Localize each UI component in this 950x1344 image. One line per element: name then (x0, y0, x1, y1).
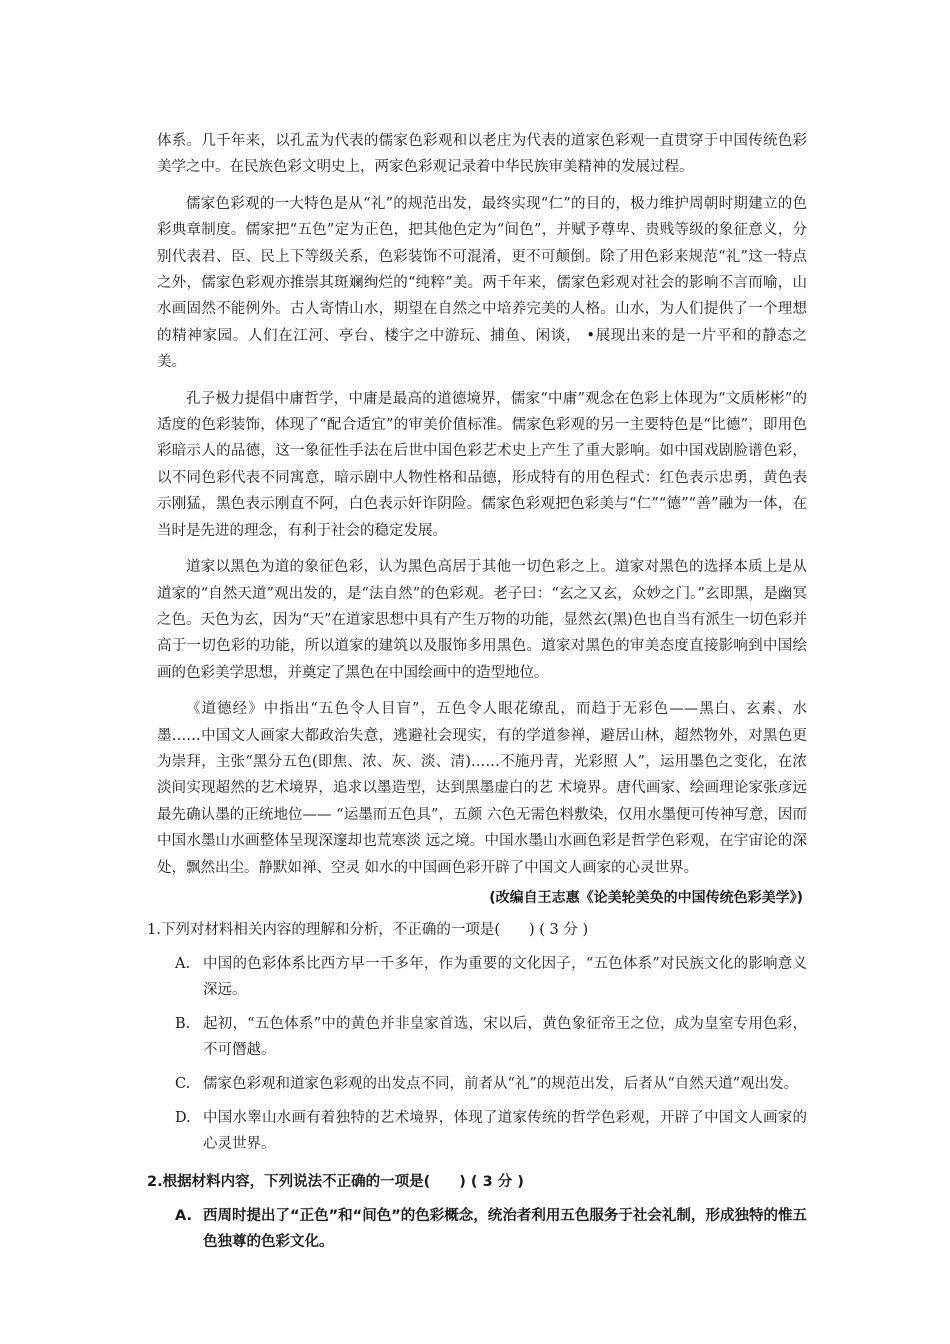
question-1-stem: 1.下列对材料相关内容的理解和分析，不正确的一项是( ) ( 3 分 ) (147, 921, 589, 938)
document-page (147, 128, 807, 1255)
option-key: B. (175, 1015, 191, 1032)
option-key: C. (175, 1075, 191, 1092)
question-1-option-c (175, 1071, 807, 1097)
option-text: 中国的色彩体系比西方早一千多年，作为重要的文化因子，“五色体系”对民族文化的影响意义深远。 (203, 955, 807, 998)
question-1-option-b (175, 1011, 807, 1063)
option-key: D. (175, 1109, 191, 1126)
option-key: A. (175, 955, 191, 972)
option-text: 儒家色彩观和道家色彩观的出发点不同，前者从“礼”的规范出发，后者从“自然天道”观出发。 (203, 1075, 799, 1092)
paragraph-4: 道家以黑色为道的象征色彩，认为黑色高居于其他一切色彩之上。道家对黑色的选择本质上是从道家的“自然天道”观出发的，是“法自然”的色彩观。老子曰：“玄之又玄，众妙之门。”玄即黑，是幽冥之色。天色为玄，因为“天”在道家思想中具有产生万物的功能，显然玄(黑)色也自当有派生一切色彩并高于一切色彩的功能，所以道家的建筑以及服饰多用黑色。道家对黑色的审美态度直接影响到中国绘画的色彩美学思想，并奠定了黑色在中国绘画中的造型地位。 (157, 559, 807, 681)
paragraph-1: 体系。几千年来，以孔孟为代表的儒家色彩观和以老庄为代表的道家色彩观一直贯穿于中国传统色彩美学之中。在民族色彩文明史上，两家色彩观记录着中华民族审美精神的发展过程。 (157, 133, 807, 176)
question-2-stem: 2.根据材料内容，下列说法不正确的一项是( ) ( 3 分 ) (147, 1173, 524, 1190)
option-text: 西周时提出了“正色”和“间色”的色彩概念，统治者利用五色服务于社会礼制，形成独特的惟五色独尊的色彩文化。 (203, 1207, 807, 1250)
option-key: A. (175, 1207, 192, 1224)
question-1-option-d (175, 1105, 807, 1157)
question-2-option-a (175, 1203, 807, 1255)
paragraph-3: 孔子极力提倡中庸哲学，中庸是最高的道德境界，儒家“中庸”观念在色彩上体现为“文质彬彬”的适度的色彩装饰，体现了“配合适宜”的审美价值标准。儒家色彩观的另一主要特色是“比德”，即用色彩暗示人的品德，这一象征性手法在后世中国色彩艺术史上产生了重大影响。如中国戏剧脸谱色彩，以不同色彩代表不同寓意，暗示剧中人物性格和品德，形成特有的用色程式：红色表示忠勇，黄色表示刚猛，黑色表示刚直不阿，白色表示奸诈阴险。儒家色彩观把色彩美与“仁”“德”“善”融为一体，在当时是先进的理念，有利于社会的稳定发展。 (157, 390, 807, 539)
source-citation: (改编自王志惠《论美轮美奂的中国传统色彩美学》) (489, 889, 803, 906)
paragraph-2: 儒家色彩观的一大特色是从“礼”的规范出发，最终实现“仁”的目的，极力维护周朝时期建立的色彩典章制度。儒家把“五色”定为正色，把其他色定为“间色”，并赋予尊卑、贵贱等级的象征意义，分别代表君、臣、民上下等级关系，色彩装饰不可混淆，更不可颠倒。除了用色彩来规范“礼”这一特点之外，儒家色彩观亦推崇其斑斓绚烂的“纯粹”美。两千年来，儒家色彩观对社会的影响不言而喻，山水画固然不能例外。古人寄情山水，期望在自然之中培养完美的人格。山水，为人们提供了一个理想的精神家园。人们在江河、亭台、楼宇之中游玩、捕鱼、闲谈， •展现出来的是一片平和的静态之美。 (157, 195, 807, 371)
option-text: 中国水睾山水画有着独特的艺术境界，体现了道家传统的哲学色彩观，开辟了中国文人画家的心灵世界。 (203, 1109, 807, 1152)
paragraph-5: 《道德经》中指出“五色令人目盲”，五色令人眼花缭乱，而趋于无彩色——黑白、玄素、水墨……中国文人画家大都政治失意，逃避社会现实，有的学道参禅，避居山林，超然物外，对黑色更为崇拜，主张“黑分五色(即焦、浓、灰、淡、清)……不施丹青，光彩照 人”，运用墨色之变化，在浓淡间实现超然的艺术境界，追求以墨造型，达到黑墨虚白的艺 术境界。唐代画家、绘画理论家张彦远最先确认墨的正统地位—— “运墨而五色具”，五颜 六色无需色料敷染，仅用水墨便可传神写意，因而中国水墨山水画整体呈现深邃却也荒寒淡 远之境。中国水墨山水画色彩是哲学色彩观，在宇宙论的深处，飘然出尘。静默如禅、空灵 如水的中国画色彩开辟了中国文人画家的心灵世界。 (157, 701, 807, 876)
option-text: 起初，“五色体系”中的黄色并非皇家首选，宋以后，黄色象征帝王之位，成为皇室专用色彩，不可僭越。 (203, 1015, 807, 1058)
question-1-option-a (175, 951, 807, 1003)
